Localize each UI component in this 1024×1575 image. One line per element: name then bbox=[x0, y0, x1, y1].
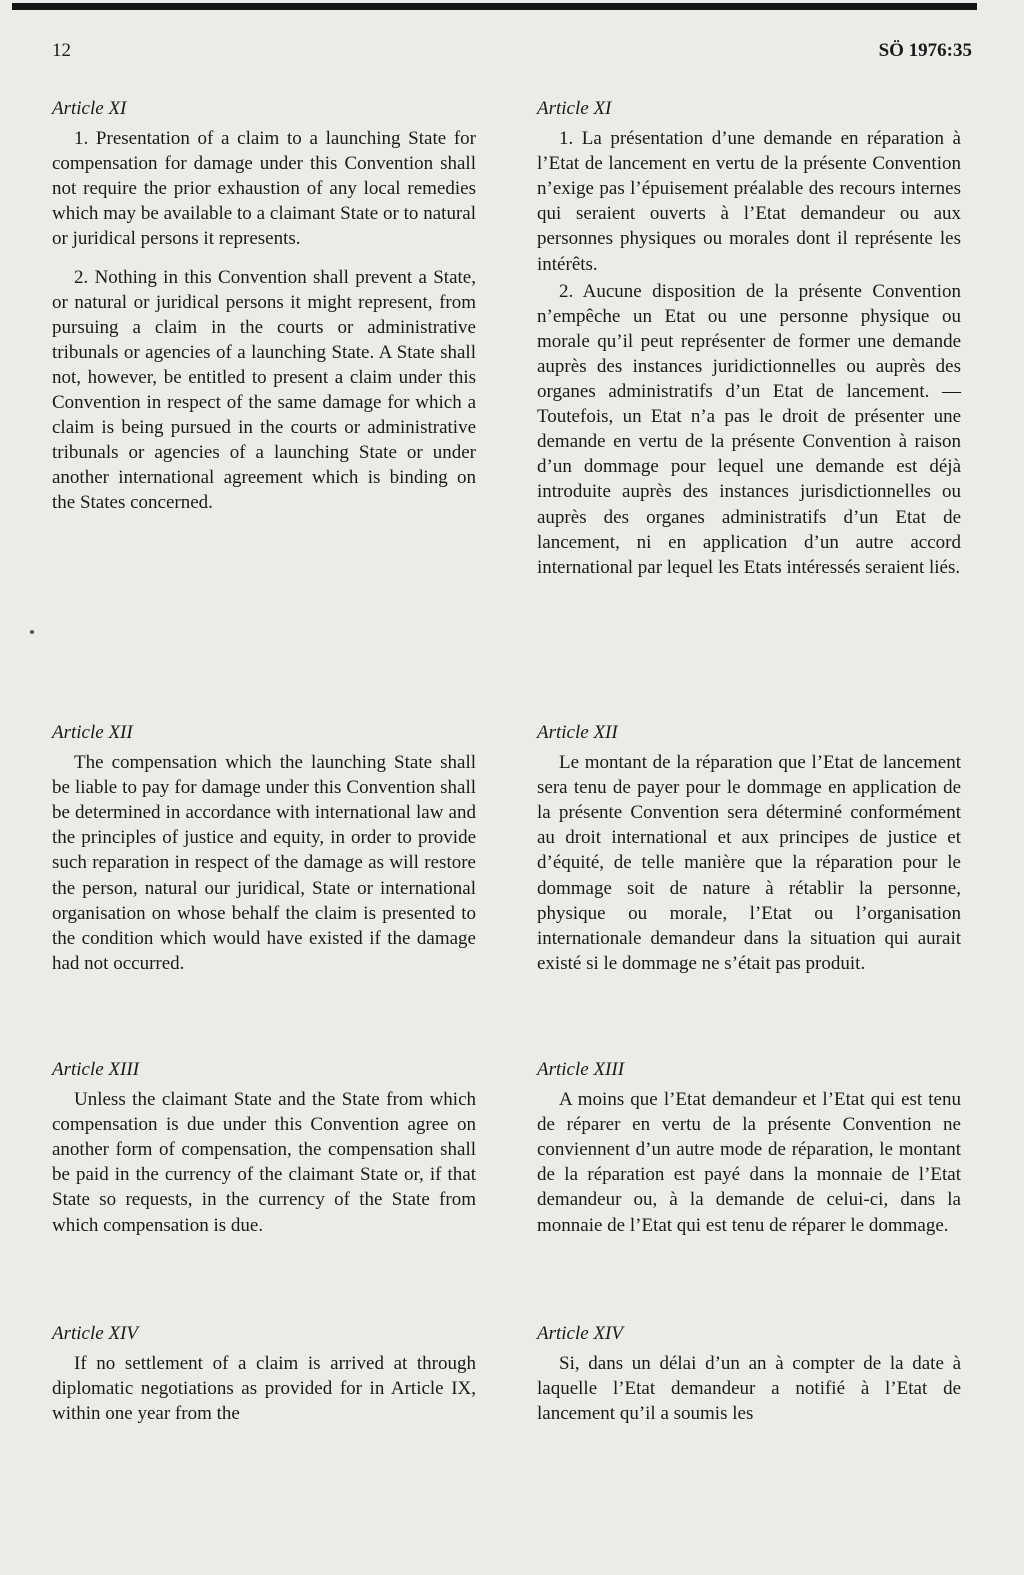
article-paragraph: Le montant de la réparation que l’Etat de lancement sera tenu de payer pour le dommage en application de la présente Convention sera déterminé conformément au droit international et aux principes de justice et d’équité, de telle manière que la réparation pour le dommage soit de nature à rétablir la personne, physique ou morale, l’Etat ou l’organisation internationale demandeur dans la situation qui aurait existé si le dommage ne s’était pas produit. bbox=[537, 752, 961, 974]
article-heading: Article XII bbox=[537, 722, 618, 743]
article-paragraph: If no settlement of a claim is arrived at through diplomatic negotiations as provided for in Article IX, within one year from the bbox=[52, 1353, 476, 1425]
article-paragraph: 2. Nothing in this Convention shall prevent a State, or natural or juridical persons it might represent, from pursuing a claim in the courts or administrative tribunals or agencies of a launching State. A State shall not, however, be entitled to present a claim under this Convention in respect of the same damage for which a claim is being pursued in the courts or administrative tribunals or agencies of a launching State or under another international agreement which is binding on the States concerned. bbox=[52, 266, 476, 514]
article-xii-fr bbox=[537, 720, 961, 976]
article-xiv-fr bbox=[537, 1321, 961, 1426]
article-heading: Article XIII bbox=[52, 1059, 140, 1080]
article-xi-en bbox=[52, 96, 476, 516]
article-heading: Article XIII bbox=[537, 1059, 625, 1080]
article-paragraph: 1. La présentation d’une demande en réparation à l’Etat de lancement en vertu de la présente Convention n’exige pas l’épuisement préalable des recours internes qui seraient ouverts à l’Etat demandeur ou aux personnes physiques ou morales dont il représente les intérêts. bbox=[537, 128, 961, 275]
article-heading: Article XIV bbox=[52, 1323, 138, 1344]
scan-speck bbox=[30, 630, 34, 634]
article-paragraph: Si, dans un délai d’un an à compter de la date à laquelle l’Etat demandeur a notifié à l’Etat de lancement qu’il a soumis les bbox=[537, 1353, 961, 1425]
article-heading: Article XI bbox=[52, 98, 127, 119]
article-xi-fr bbox=[537, 96, 961, 580]
article-paragraph: Unless the claimant State and the State from which compensation is due under this Convention agree on another form of compensation, the compensation shall be paid in the currency of the claimant State or, if that State so requests, in the currency of the State from which compensation is due. bbox=[52, 1089, 476, 1236]
article-heading: Article XII bbox=[52, 722, 133, 743]
page-number: 12 bbox=[52, 40, 71, 61]
article-xiii-fr bbox=[537, 1057, 961, 1238]
article-xiii-en bbox=[52, 1057, 476, 1238]
article-xiv-en bbox=[52, 1321, 476, 1426]
top-rule bbox=[12, 3, 977, 10]
article-heading: Article XI bbox=[537, 98, 612, 119]
article-heading: Article XIV bbox=[537, 1323, 623, 1344]
article-paragraph: A moins que l’Etat demandeur et l’Etat qui est tenu de réparer en vertu de la présente Convention ne conviennent d’un autre mode de réparation, le montant de la réparation est payé dans la monnaie de l’Etat demandeur ou, à la demande de celui-ci, dans la monnaie de l’Etat qui est tenu de réparer le dommage. bbox=[537, 1089, 961, 1236]
article-paragraph: 1. Presentation of a claim to a launching State for compensation for damage under this Convention shall not require the prior exhaustion of any local remedies which may be available to a claimant State or to natural or juridical persons it represents. bbox=[52, 128, 476, 250]
document-reference: SÖ 1976:35 bbox=[878, 40, 972, 61]
article-paragraph: 2. Aucune disposition de la présente Convention n’empêche un Etat ou une personne physique ou morale qu’il peut représenter de former une demande auprès des instances juridictionnelles ou auprès des organes administratifs d’un Etat de lancement. — Toutefois, un Etat n’a pas le droit de présenter une demande en vertu de la présente Convention à raison d’un dommage pour lequel une demande est déjà introduite auprès des instances jurisdictionnelles ou auprès des organes administratifs d’un Etat de lancement, ni en application d’un autre accord international par lequel les Etats intéressés seraient liés. bbox=[537, 280, 961, 578]
article-xii-en bbox=[52, 720, 476, 976]
article-paragraph: The compensation which the launching State shall be liable to pay for damage under this Convention shall be determined in accordance with international law and the principles of justice and equity, in order to provide such reparation in respect of the damage as will restore the person, natural our juridical, State or international organisation on whose behalf the claim is presented to the condition which would have existed if the damage had not occurred. bbox=[52, 752, 476, 974]
